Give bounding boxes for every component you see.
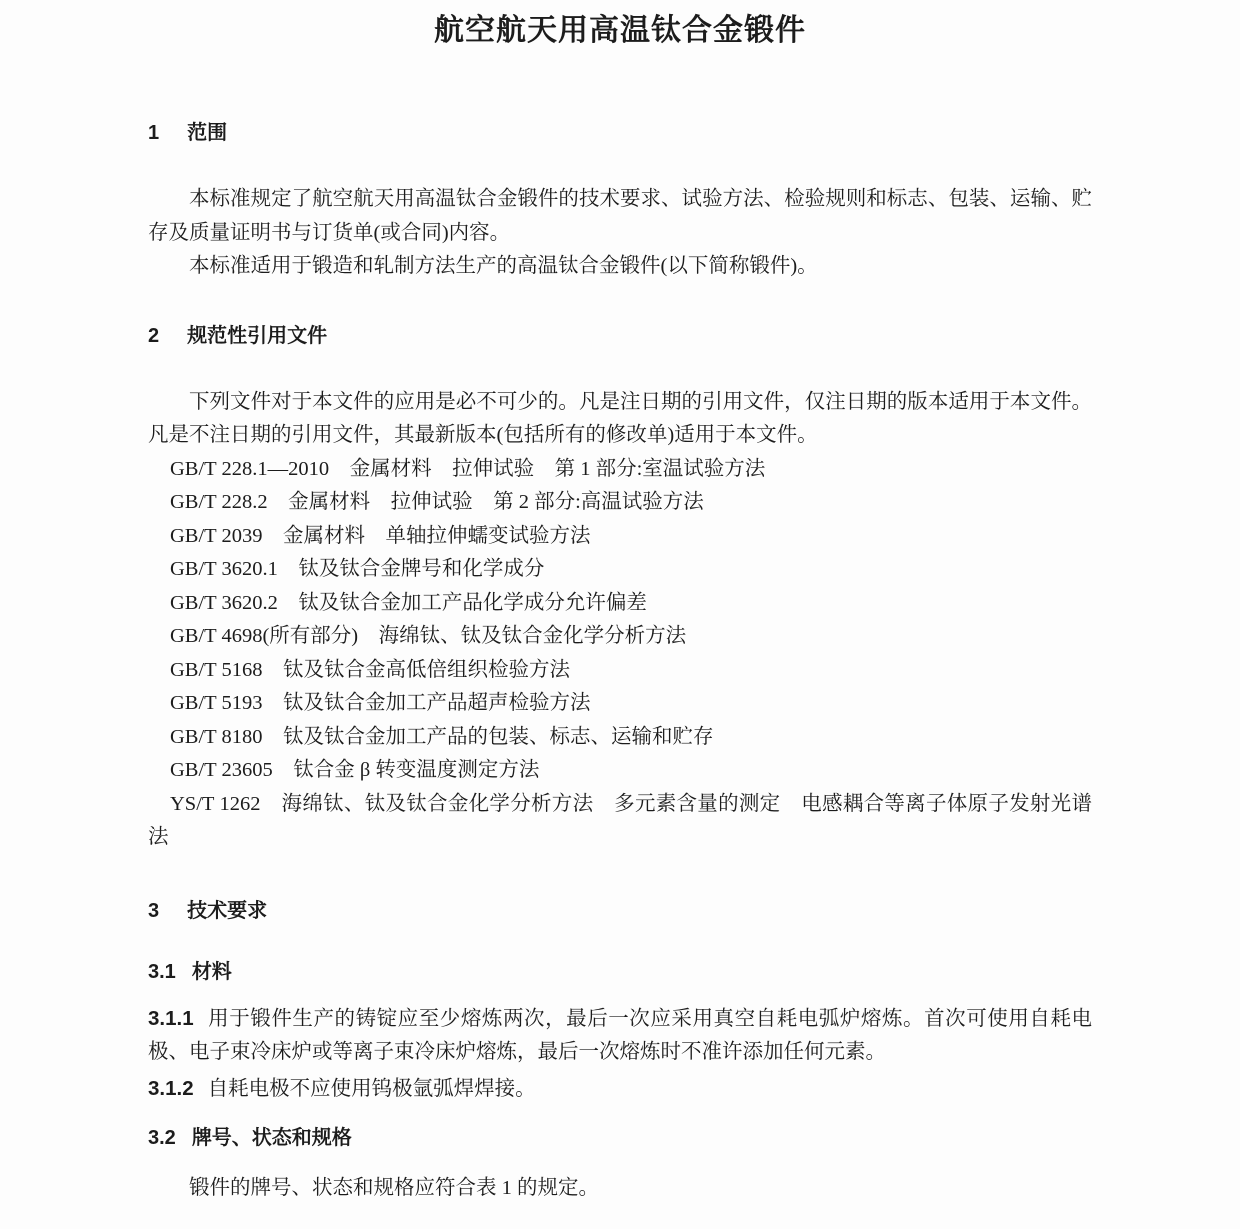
section-3-2-heading xyxy=(148,1126,1092,1150)
section-3-number: 3 xyxy=(148,899,160,922)
section-3-2-heading-label: 牌号、状态和规格 xyxy=(191,1127,352,1149)
document-title: 航空航天用高温钛合金锻件 xyxy=(434,14,806,47)
section-1-paragraph-1: 本标准规定了航空航天用高温钛合金锻件的技术要求、试验方法、检验规则和标志、包装、运输、贮存及质量证明书与订货单(或合同)内容。 xyxy=(148,188,1092,244)
clause-3-1-2-number: 3.1.2 xyxy=(148,1076,194,1100)
section-2-heading xyxy=(148,324,1092,348)
reference-item: GB/T 4698(所有部分) 海绵钛、钛及钛合金化学分析方法 xyxy=(170,625,687,647)
reference-item: GB/T 5168 钛及钛合金高低倍组织检验方法 xyxy=(170,658,570,681)
clause-3-1-1-number: 3.1.1 xyxy=(148,1006,194,1030)
section-3-2-paragraph: 锻件的牌号、状态和规格应符合表 1 的规定。 xyxy=(189,1177,599,1199)
section-3-heading xyxy=(148,899,1092,923)
section-1-heading xyxy=(148,121,1092,145)
section-3-1-number: 3.1 xyxy=(148,960,176,983)
clause-3-1-2-paragraph xyxy=(148,1072,1092,1107)
reference-item: GB/T 8180 钛及钛合金加工产品的包装、标志、运输和贮存 xyxy=(170,725,714,748)
clause-3-1-1-paragraph xyxy=(148,1002,1092,1070)
section-2-number: 2 xyxy=(148,324,160,347)
reference-item: GB/T 5193 钛及钛合金加工产品超声检验方法 xyxy=(170,692,591,714)
section-1-paragraph-2: 本标准适用于锻造和轧制方法生产的高温钛合金锻件(以下简称锻件)。 xyxy=(189,255,818,277)
reference-item: GB/T 3620.1 钛及钛合金牌号和化学成分 xyxy=(170,558,545,580)
section-3-2-number: 3.2 xyxy=(148,1127,176,1149)
reference-item: GB/T 228.2 金属材料 拉伸试验 第 2 部分:高温试验方法 xyxy=(170,491,704,513)
reference-item: GB/T 228.1—2010 金属材料 拉伸试验 第 1 部分:室温试验方法 xyxy=(170,457,766,480)
section-1-number: 1 xyxy=(148,122,160,144)
reference-item: GB/T 23605 钛合金 β 转变温度测定方法 xyxy=(170,759,540,781)
reference-item: GB/T 3620.2 钛及钛合金加工产品化学成分允许偏差 xyxy=(170,591,647,614)
section-2-intro-paragraph: 下列文件对于本文件的应用是必不可少的。凡是注日期的引用文件，仅注日期的版本适用于本文件。凡是不注日期的引用文件，其最新版本(包括所有的修改单)适用于本文件。 xyxy=(148,390,1092,446)
clause-3-1-2-text: 自耗电极不应使用钨极氩弧焊焊接。 xyxy=(207,1077,536,1100)
section-2-heading-label: 规范性引用文件 xyxy=(187,324,328,347)
section-3-1-heading-label: 材料 xyxy=(191,960,232,983)
section-3-heading-label: 技术要求 xyxy=(187,899,268,922)
reference-item: GB/T 2039 金属材料 单轴拉伸蠕变试验方法 xyxy=(170,524,591,547)
section-3-1-heading xyxy=(148,960,1092,984)
normative-references-list xyxy=(148,453,1092,855)
reference-item: YS/T 1262 海绵钛、钛及钛合金化学分析方法 多元素含量的测定 电感耦合等离子体原子发射光谱法 xyxy=(148,792,1092,848)
clause-3-1-1-text: 用于锻件生产的铸锭应至少熔炼两次，最后一次应采用真空自耗电弧炉熔炼。首次可使用自耗电极、电子束冷床炉或等离子束冷床炉熔炼，最后一次熔炼时不准许添加任何元素。 xyxy=(148,1007,1092,1063)
section-1-heading-label: 范围 xyxy=(187,122,228,144)
